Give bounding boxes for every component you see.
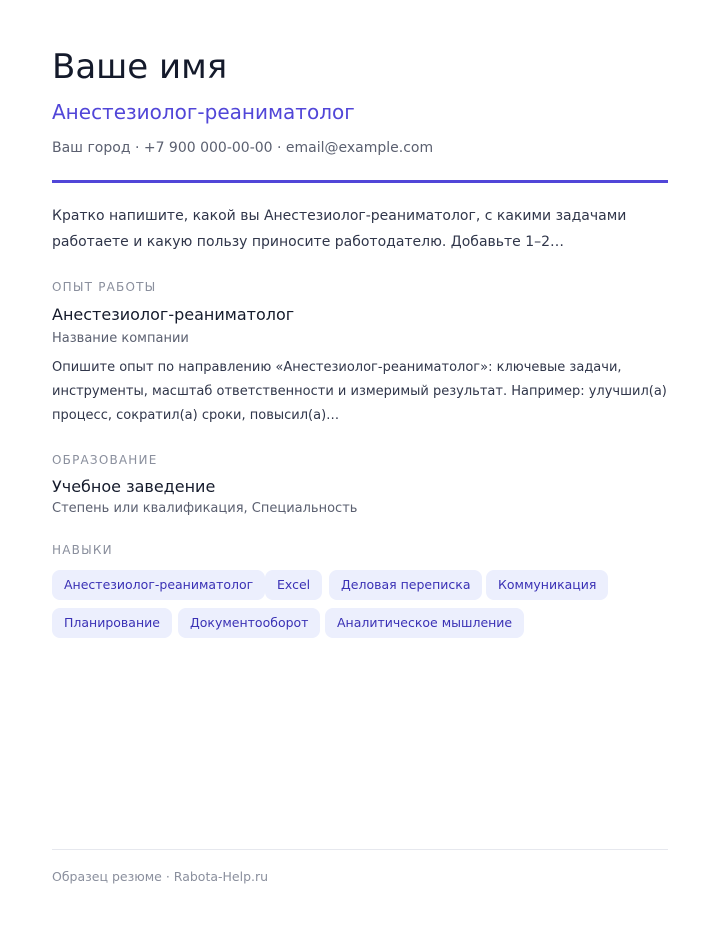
- footer-text: Образец резюме · Rabota-Help.ru: [52, 869, 269, 884]
- resume-page: [52, 0, 668, 936]
- footer-divider: [52, 849, 668, 850]
- education-section-title: ОБРАЗОВАНИЕ: [52, 453, 158, 467]
- experience-description: Опишите опыт по направлению «Анестезиолог-реаниматолог»: ключевые задачи, инструменты, масштаб ответственности и измеримый результат. Например: улучшил(а) процесс, сократил(а) сроки, повысил(а)…: [52, 360, 667, 423]
- contact-line: Ваш город · +7 900 000-00-00 · email@example.com: [52, 140, 434, 156]
- skills-section-title: НАВЫКИ: [52, 543, 113, 557]
- education-institution: Учебное заведение: [52, 477, 216, 496]
- skill-chip: Коммуникация: [486, 570, 608, 600]
- candidate-name: Ваше имя: [52, 47, 228, 87]
- candidate-role: Анестезиолог-реаниматолог: [52, 100, 355, 124]
- skill-chip: Планирование: [52, 608, 172, 638]
- experience-section-title: ОПЫТ РАБОТЫ: [52, 280, 157, 294]
- skill-chip: Анестезиолог-реаниматолог: [52, 570, 265, 600]
- skill-chip: Документооборот: [178, 608, 320, 638]
- skill-chip: Excel: [265, 570, 322, 600]
- experience-company: Название компании: [52, 331, 189, 346]
- skill-chip: Аналитическое мышление: [325, 608, 524, 638]
- experience-position: Анестезиолог-реаниматолог: [52, 305, 295, 324]
- education-degree: Степень или квалификация, Специальность: [52, 501, 358, 516]
- header-divider: [52, 180, 668, 183]
- skill-chip: Деловая переписка: [329, 570, 482, 600]
- summary-text: Кратко напишите, какой вы Анестезиолог-реаниматолог, с какими задачами работаете и какую пользу приносите работодателю. Добавьте 1–2…: [52, 208, 627, 250]
